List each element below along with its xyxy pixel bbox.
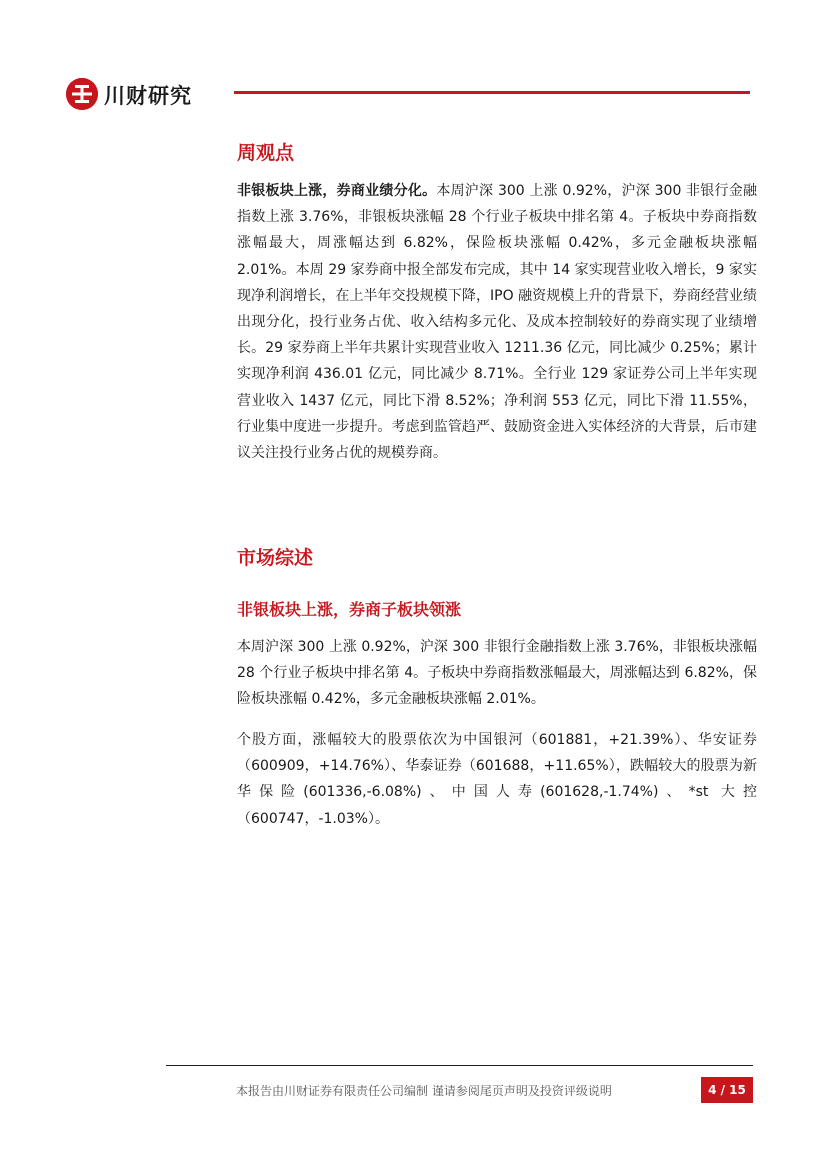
market-overview-paragraph-1: 本周沪深 300 上涨 0.92%，沪深 300 非银行金融指数上涨 3.76%，非银板块涨幅 28 个行业子板块中排名第 4。子板块中券商指数涨幅最大，周涨幅达到 6.82%，保险板块涨幅 0.42%，多元金融板块涨幅 2.01%。 [237, 639, 757, 708]
weekly-view-body: 本周沪深 300 上涨 0.92%，沪深 300 非银行金融指数上涨 3.76%，非银板块涨幅 28 个行业子板块中排名第 4。子板块中券商指数涨幅最大，周涨幅达到 6.82%，保险板块涨幅 0.42%，多元金融板块涨幅 2.01%。本周 29 家券商中报全部发布完成，其中 14 家实现营业收入增长，9 家实现净利润增长，在上半年交投规模下降，IPO 融资规模上升的背景下，券商经营业绩出现分化，投行业务占优、收入结构多元化、及成本控制较好的券商实现了业绩增长。29 家券商上半年共累计实现营业收入 1211.36 亿元，同比减少 0.25%；累计实现净利润 436.01 亿元，同比减少 8.71%。全行业 129 家证券公司上半年实现营业收入 1437 亿元，同比下滑 8.52%；净利润 553 亿元，同比下滑 11.55%，行业集中度进一步提升。考虑到监管趋严、鼓励资金进入实体经济的大背景，后市建议关注投行业务占优的规模券商。 [237, 183, 758, 462]
subsection-title: 非银板块上涨，券商子板块领涨 [237, 600, 462, 619]
brand-name: 川财研究 [104, 84, 192, 108]
section-title-weekly-view: 周观点 [237, 142, 295, 164]
weekly-view-paragraph [237, 178, 757, 466]
brand-logo-glyph [66, 78, 98, 110]
header-divider [234, 91, 750, 94]
brand-logo-icon [66, 78, 98, 110]
weekly-view-lead: 非银板块上涨，券商业绩分化。 [237, 183, 437, 199]
market-overview-paragraph-2: 个股方面，涨幅较大的股票依次为中国银河（601881，+21.39%）、华安证券（600909，+14.76%）、华泰证券（601688，+11.65%），跌幅较大的股票为新华保险(601336,-6.08%)、中国人寿(601628,-1.74%)、*st 大控（600747，-1.03%）。 [237, 732, 757, 827]
footer-divider [166, 1065, 753, 1066]
section-title-market-overview: 市场综述 [237, 547, 314, 569]
page-number-badge: 4 / 15 [701, 1077, 753, 1103]
footer-disclaimer: 本报告由川财证券有限责任公司编制 谨请参阅尾页声明及投资评级说明 [236, 1084, 612, 1098]
